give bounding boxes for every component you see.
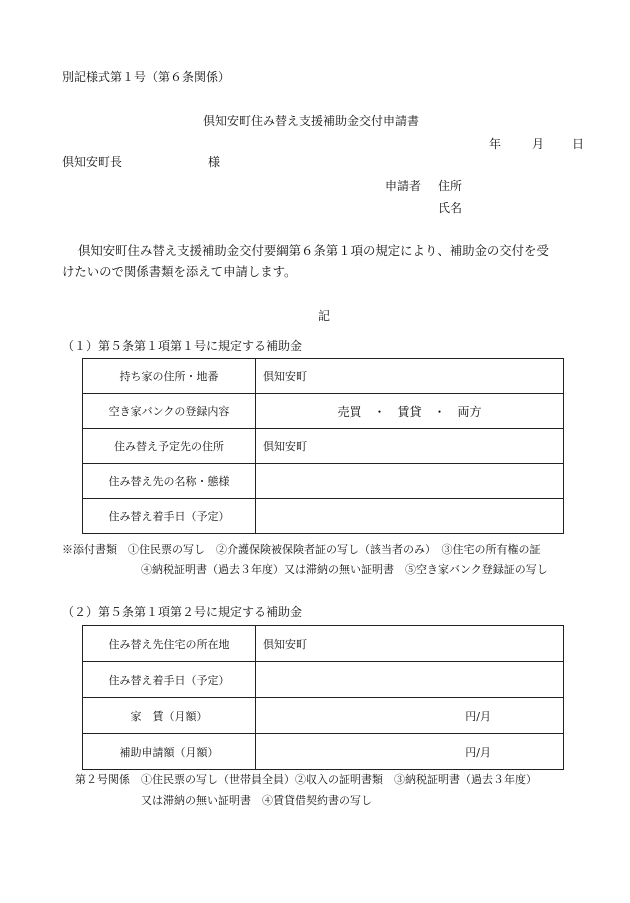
body-line-1: 倶知安町住み替え支援補助金交付要綱第６条第１項の規定により、補助金の交付を受 [78, 243, 549, 258]
section2-note-2: 又は滞納の無い証明書 ④賃貸借契約書の写し [141, 794, 372, 807]
ki-label: 記 [318, 309, 331, 323]
rent-unit: 円/月 [256, 698, 564, 734]
table-row [83, 464, 564, 499]
name-label: 氏名 [438, 201, 463, 215]
date-month: 月 [532, 137, 545, 151]
row-label: 住み替え予定先の住所 [83, 429, 256, 464]
table-row [83, 734, 564, 770]
section1-heading: （１）第５条第１項第１号に規定する補助金 [62, 339, 303, 353]
row-label: 住み替え先の名称・態様 [83, 464, 256, 499]
row-label: 空き家バンクの登録内容 [83, 394, 256, 429]
date-year: 年 [489, 137, 502, 151]
form-number: 別記様式第１号（第６条関係） [62, 70, 231, 84]
date-day: 日 [572, 137, 585, 151]
row-value [256, 662, 564, 698]
section2-heading: （２）第５条第１項第２号に規定する補助金 [62, 605, 303, 619]
row-value [256, 499, 564, 534]
section2-table [82, 625, 564, 770]
row-label: 持ち家の住所・地番 [83, 359, 256, 394]
body-line-2: けたいので関係書類を添えて申請します。 [62, 264, 297, 279]
registration-options: 売買 ・ 賃貸 ・ 両方 [256, 394, 564, 429]
row-label: 家 賃（月額） [83, 698, 256, 734]
section1-note-2: ④納税証明書（過去３年度）又は滞納の無い証明書 ⑤空き家バンク登録証の写し [141, 563, 548, 576]
row-value: 倶知安町 [256, 626, 564, 662]
table-row [83, 429, 564, 464]
subsidy-unit: 円/月 [256, 734, 564, 770]
row-value [256, 464, 564, 499]
addressee: 倶知安町長 [62, 155, 123, 169]
row-value: 倶知安町 [256, 429, 564, 464]
applicant-label: 申請者 [385, 179, 422, 193]
table-row [83, 394, 564, 429]
document-title: 倶知安町住み替え支援補助金交付申請書 [203, 114, 420, 128]
section1-table [82, 358, 564, 534]
table-row [83, 698, 564, 734]
row-label: 住み替え着手日（予定） [83, 499, 256, 534]
row-label: 住み替え先住宅の所在地 [83, 626, 256, 662]
section2-note-1: 第２号関係 ①住民票の写し（世帯員全員）②収入の証明書類 ③納税証明書（過去３年度） [75, 773, 537, 786]
row-label: 住み替え着手日（予定） [83, 662, 256, 698]
section1-note-1: ※添付書類 ①住民票の写し ②介護保険被保険者証の写し（該当者のみ） ③住宅の所有権の証 [62, 543, 541, 556]
row-label: 補助申請額（月額） [83, 734, 256, 770]
table-row [83, 359, 564, 394]
table-row [83, 626, 564, 662]
honorific: 様 [208, 155, 221, 169]
table-row [83, 662, 564, 698]
row-value: 倶知安町 [256, 359, 564, 394]
table-row [83, 499, 564, 534]
address-label: 住所 [438, 179, 463, 193]
